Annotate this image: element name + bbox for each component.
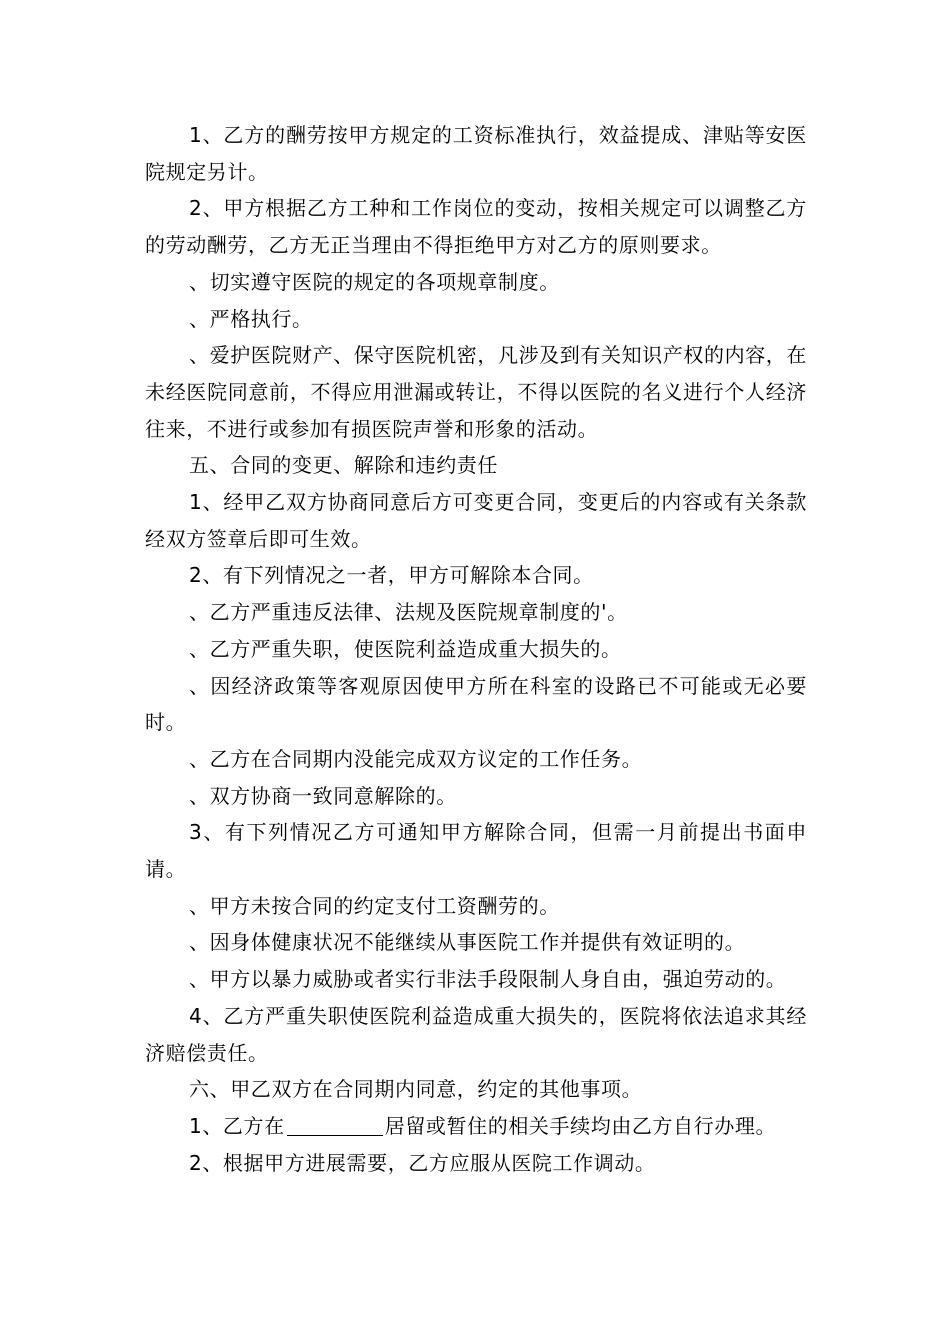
paragraph-term-task: 、乙方在合同期内没能完成双方议定的工作任务。 <box>189 746 643 771</box>
paragraph-coercion: 、甲方以暴力威胁或者实行非法手段限制人身自由，强迫劳动的。 <box>189 967 787 992</box>
residence-text-after: 居留或暂住的相关手续均由乙方自行办理。 <box>384 1113 777 1138</box>
section-heading-five: 五、合同的变更、解除和违约责任 <box>189 453 498 478</box>
paragraph-compensation: 4、乙方严重失职使医院利益造成重大损失的，医院将依法追求其经济赔偿责任。 <box>145 1003 807 1065</box>
residence-text-before: 1、乙方在 <box>189 1113 285 1138</box>
paragraph-salary-adjust: 2、甲方根据乙方工种和工作岗位的变动，按相关规定可以调整乙方的劳动酬劳，乙方无正当理由不得拒绝甲方对乙方的原则要求。 <box>145 196 807 258</box>
paragraph-termination: 2、有下列情况之一者，甲方可解除本合同。 <box>189 563 594 588</box>
paragraph-term-policy: 、因经济政策等客观原因使甲方所在科室的设路已不可能或无必要时。 <box>145 673 807 735</box>
paragraph-health: 、因身体健康状况不能继续从事医院工作并提供有效证明的。 <box>189 930 746 955</box>
paragraph-strict: 、严格执行。 <box>189 306 313 331</box>
paragraph-change: 1、经甲乙双方协商同意后方可变更合同，变更后的内容或有关条款经双方签章后即可生效。 <box>145 490 807 551</box>
paragraph-rules: 、切实遵守医院的规定的各项规章制度。 <box>189 269 560 294</box>
paragraph-transfer: 2、根据甲方进展需要，乙方应服从医院工作调动。 <box>189 1150 656 1175</box>
fill-in-blank <box>287 1115 383 1136</box>
paragraph-term-negligence: 、乙方严重失职，使医院利益造成重大损失的。 <box>189 636 622 661</box>
paragraph-unpaid: 、甲方未按合同的约定支付工资酬劳的。 <box>189 893 560 918</box>
section-heading-six: 六、甲乙双方在合同期内同意，约定的其他事项。 <box>189 1077 643 1102</box>
document-body <box>145 117 807 1181</box>
paragraph-salary: 1、乙方的酬劳按甲方规定的工资标准执行，效益提成、津贴等安医院规定另计。 <box>145 123 807 184</box>
paragraph-confidential: 、爱护医院财产、保守医院机密，凡涉及到有关知识产权的内容，在未经医院同意前，不得应用泄漏或转让，不得以医院的名义进行个人经济往来，不进行或参加有损医院声誉和形象的活动。 <box>145 343 807 441</box>
paragraph-residence <box>145 1108 807 1145</box>
paragraph-employee-termination: 3、有下列情况乙方可通知甲方解除合同，但需一月前提出书面申请。 <box>145 820 807 882</box>
paragraph-term-mutual: 、双方协商一致同意解除的。 <box>189 783 457 808</box>
paragraph-term-law: 、乙方严重违反法律、法规及医院规章制度的'。 <box>189 600 628 625</box>
